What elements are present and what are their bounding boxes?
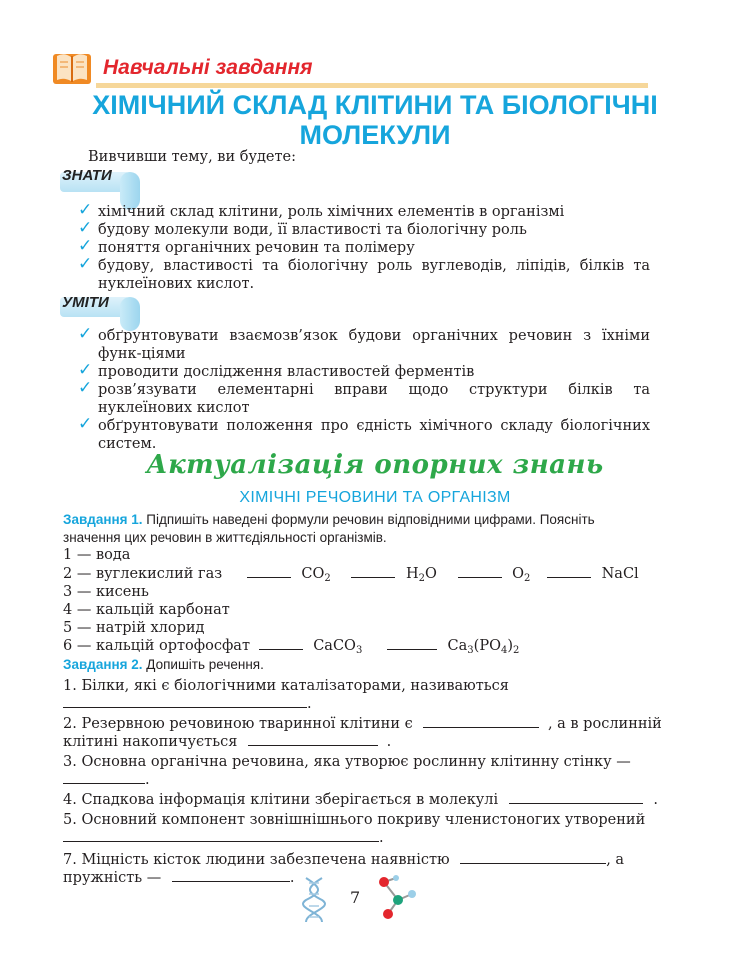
list-item: ✓ хімічний склад клітини, роль хімічних елементів в організмі — [78, 200, 565, 220]
task2-q1: 1. Білки, які є біологічними каталізаторами, називаються — [63, 678, 509, 694]
answer-blank[interactable] — [458, 565, 502, 578]
task2-q2a: 2. Резервною речовиною тваринної клітини є — [63, 716, 413, 732]
list-item: ✓ проводити дослідження властивостей ферментів — [78, 360, 475, 380]
answer-blank[interactable] — [351, 565, 395, 578]
task2-q1-answer: . — [63, 695, 312, 713]
answer-blank[interactable] — [248, 733, 378, 746]
formula-o2: $O_2$ — [512, 566, 531, 584]
task1-item-1: 1 — вода — [63, 547, 131, 563]
task2-q7-row1 — [63, 851, 624, 869]
task2-q3: 3. Основна органічна речовина, яка утворює рослинну клітинну стінку — — [63, 754, 631, 770]
check-icon: ✓ — [78, 360, 93, 380]
open-book-icon — [50, 46, 94, 88]
task1-line1: Підпишіть наведені формули речовин відповідними цифрами. Поясніть — [142, 512, 595, 527]
task2-label: Завдання 2. — [63, 657, 143, 672]
check-icon: ✓ — [78, 218, 93, 238]
dna-icon — [300, 876, 328, 924]
answer-blank[interactable] — [460, 851, 606, 864]
answer-blank[interactable] — [63, 695, 307, 708]
task2-q7b: , а — [606, 852, 625, 868]
task1-item-2: 2 — вуглекислий газ — [63, 566, 223, 582]
answer-blank[interactable] — [259, 637, 303, 650]
task1-item-2-row — [63, 565, 663, 588]
answer-blank[interactable] — [172, 869, 290, 882]
formula-co2: $CO_2$ — [301, 566, 331, 584]
check-icon: ✓ — [78, 236, 93, 256]
know-label: ЗНАТИ — [62, 167, 112, 184]
check-icon: ✓ — [78, 200, 93, 220]
list-item: ✓ будову, властивості та біологічну роль вуглеводів, ліпідів, білків та нуклеїнових кислот. — [78, 254, 650, 292]
task2-q3-answer: . — [63, 771, 150, 789]
know-list — [78, 200, 650, 293]
list-item: ✓ розв’язувати елементарні вправи щодо структури білків та нуклеїнових кислот — [78, 378, 650, 416]
page-title-line2: МОЛЕКУЛИ — [299, 120, 451, 150]
answer-blank[interactable] — [387, 637, 437, 650]
header-underline — [96, 83, 648, 88]
can-list — [78, 324, 650, 453]
molecule-icon — [374, 872, 418, 922]
task2-q2-row1 — [63, 715, 662, 733]
check-icon: ✓ — [78, 324, 93, 344]
section-label: Навчальні завдання — [103, 56, 313, 79]
answer-blank[interactable] — [63, 829, 379, 842]
task1-item-5: 5 — натрій хлорид — [63, 620, 205, 636]
subtitle: ХІМІЧНІ РЕЧОВИНИ ТА ОРГАНІЗМ — [239, 489, 511, 506]
task1-label: Завдання 1. — [63, 512, 143, 527]
task2-text — [63, 656, 264, 674]
page-title-line1: ХІМІЧНИЙ СКЛАД КЛІТИНИ ТА БІОЛОГІЧНІ — [92, 90, 658, 120]
task2-q5-answer: . — [63, 829, 384, 847]
answer-blank[interactable] — [547, 565, 591, 578]
task1-text — [63, 511, 703, 547]
intro-text: Вивчивши тему, ви будете: — [88, 149, 296, 165]
task2-q4-row: 4. Спадкова інформація клітини зберігається в молекулі . — [63, 792, 658, 808]
task2-q7-row2: пружність — . — [63, 870, 295, 886]
formula-nacl: NaCl — [601, 566, 639, 582]
task2-q4: 4. Спадкова інформація клітини зберігається в молекулі — [63, 792, 499, 808]
answer-blank[interactable] — [247, 565, 291, 578]
check-icon: ✓ — [78, 254, 93, 274]
task2-instruction: Допишіть речення. — [142, 657, 264, 672]
list-item: ✓ будову молекули води, її властивості та біологічну роль — [78, 218, 527, 238]
task2-q7a: 7. Міцність кісток людини забезпечена наявністю — [63, 852, 450, 868]
answer-blank[interactable] — [423, 715, 539, 728]
answer-blank[interactable] — [509, 791, 643, 804]
formula-ca3po42: $Ca_3(PO_4)_2$ — [447, 638, 520, 656]
task2-q2-row2: клітині накопичується . — [63, 734, 392, 750]
answer-blank[interactable] — [63, 771, 145, 784]
check-icon: ✓ — [78, 414, 93, 434]
task1-line2: значення цих речовин в життєдіяльності організмів. — [63, 530, 387, 545]
task1-item-3: 3 — кисень — [63, 584, 149, 600]
list-item: ✓ обґрунтовувати положення про єдність хімічного складу біологічних систем. — [78, 414, 650, 452]
list-item: ✓ поняття органічних речовин та полімеру — [78, 236, 415, 256]
can-label-cylinder — [120, 297, 140, 331]
page-number: 7 — [350, 888, 361, 907]
can-label: УМІТИ — [62, 294, 109, 311]
task1-item-4: 4 — кальцій карбонат — [63, 602, 230, 618]
task2-q7c: пружність — — [63, 870, 162, 886]
actualization-title: Актуалізація опорних знань — [146, 450, 604, 480]
page-title — [50, 90, 700, 150]
task2-q2c: клітині накопичується — [63, 734, 238, 750]
task1-item-6: 6 — кальцій ортофосфат — [63, 638, 250, 654]
task2-q5: 5. Основний компонент зовнішнішнього покриву членистоногих утворений — [63, 812, 646, 828]
formula-caco3: CaCO$_3$ — [313, 638, 363, 656]
check-icon: ✓ — [78, 378, 93, 398]
task2-q2b: , а в рослинній — [547, 716, 662, 732]
formula-h2o: $H_2O$ — [405, 566, 437, 584]
list-item: ✓ обґрунтовувати взаємозв’язок будови органічних речовин з їхніми функ-ціями — [78, 324, 650, 362]
